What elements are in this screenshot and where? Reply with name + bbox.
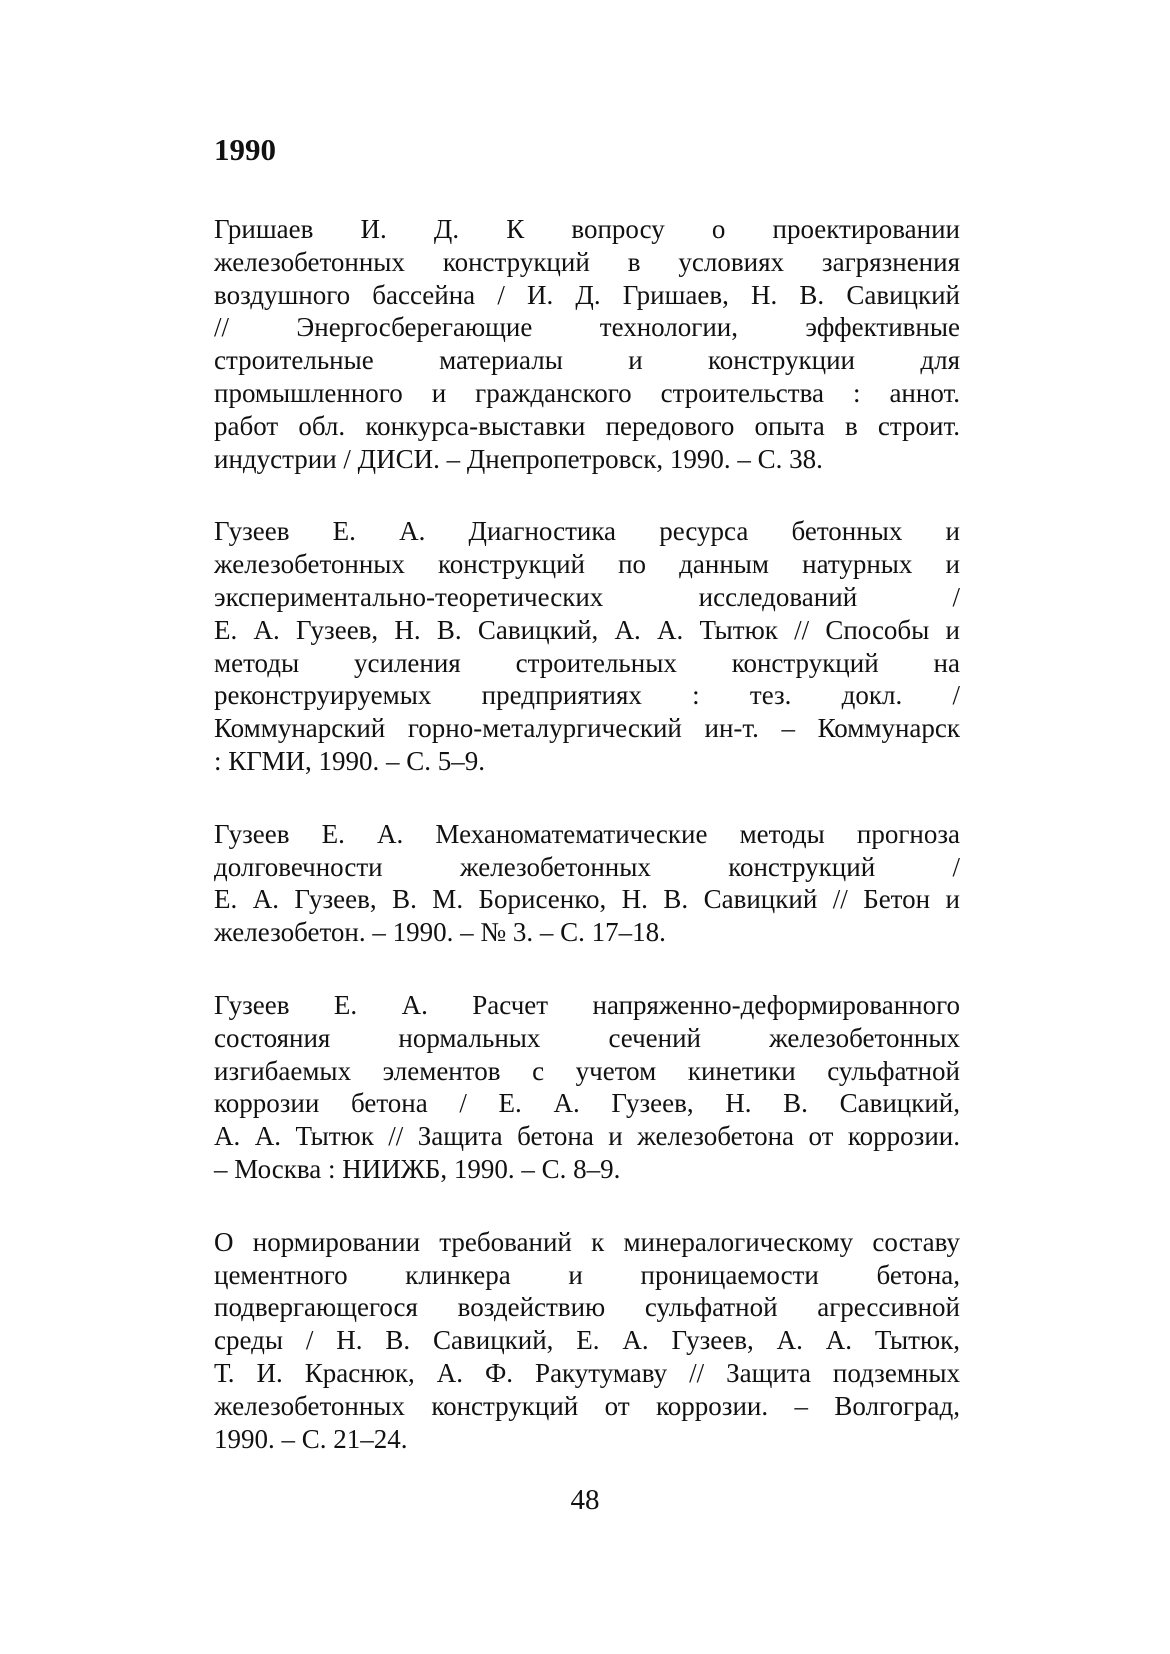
bibliography-entry bbox=[214, 515, 960, 777]
entry-line: воздушного бассейна / И. Д. Гришаев, Н. В. Савицкий bbox=[214, 279, 960, 310]
entry-line: – Москва : НИИЖБ, 1990. – С. 8–9. bbox=[214, 1153, 621, 1184]
year-heading: 1990 bbox=[214, 132, 276, 167]
entry-line: железобетонных конструкций по данным натурных и bbox=[214, 549, 960, 580]
entry-line: А. А. Тытюк // Защита бетона и железобетона от коррозии. bbox=[214, 1121, 960, 1152]
entry-line: экспериментально-теоретических исследований / bbox=[214, 581, 960, 612]
entry-line: // Энергосберегающие технологии, эффективные bbox=[214, 312, 960, 343]
entry-line: Гузеев Е. А. Механоматематические методы прогноза bbox=[214, 818, 960, 849]
bibliography-entry bbox=[214, 989, 960, 1186]
entry-line: : КГМИ, 1990. – С. 5–9. bbox=[214, 745, 486, 776]
entry-line: коррозии бетона / Е. А. Гузеев, Н. В. Савицкий, bbox=[214, 1088, 960, 1119]
entry-line: железобетон. – 1990. – № 3. – С. 17–18. bbox=[214, 917, 666, 948]
entry-line: Гришаев И. Д. К вопросу о проектировании bbox=[214, 214, 960, 244]
entry-line: О нормировании требований к минералогическому составу bbox=[214, 1226, 960, 1257]
entry-line: среды / Н. В. Савицкий, Е. А. Гузеев, А. А. Тытюк, bbox=[214, 1325, 960, 1356]
entry-line: Т. И. Краснюк, А. Ф. Ракутумаву // Защита подземных bbox=[214, 1357, 960, 1388]
entry-line: строительные материалы и конструкции для bbox=[214, 345, 960, 376]
entry-line: Е. А. Гузеев, В. М. Борисенко, Н. В. Савицкий // Бетон и bbox=[214, 884, 960, 915]
entry-line: изгибаемых элементов с учетом кинетики сульфатной bbox=[214, 1055, 960, 1086]
entry-line: промышленного и гражданского строительства : аннот. bbox=[214, 377, 960, 408]
entry-line: Гузеев Е. А. Диагностика ресурса бетонных и bbox=[214, 516, 960, 547]
entry-line: состояния нормальных сечений железобетонных bbox=[214, 1022, 960, 1053]
entry-line: железобетонных конструкций от коррозии. – Волгоград, bbox=[214, 1390, 960, 1421]
entry-line: подвергающегося воздействию сульфатной агрессивной bbox=[214, 1292, 960, 1323]
entry-line: Е. А. Гузеев, Н. В. Савицкий, А. А. Тытюк // Способы и bbox=[214, 614, 960, 645]
bibliography-entry bbox=[214, 818, 960, 949]
bibliography-list bbox=[214, 213, 960, 1495]
entry-line: методы усиления строительных конструкций на bbox=[214, 647, 960, 678]
bibliography-entry bbox=[214, 1226, 960, 1456]
entry-line: работ обл. конкурса-выставки передового опыта в строит. bbox=[214, 410, 960, 441]
bibliography-entry bbox=[214, 213, 960, 475]
entry-line: реконструируемых предприятиях : тез. докл. / bbox=[214, 680, 960, 711]
entry-line: 1990. – С. 21–24. bbox=[214, 1423, 408, 1454]
entry-line: цементного клинкера и проницаемости бетона, bbox=[214, 1259, 960, 1290]
page-number: 48 bbox=[570, 1484, 600, 1516]
entry-line: индустрии / ДИСИ. – Днепропетровск, 1990. – С. 38. bbox=[214, 443, 823, 474]
entry-line: Гузеев Е. А. Расчет напряженно-деформированного bbox=[214, 989, 960, 1020]
entry-line: железобетонных конструкций в условиях загрязнения bbox=[214, 246, 960, 277]
entry-line: долговечности железобетонных конструкций / bbox=[214, 851, 960, 882]
entry-line: Коммунарский горно-металургический ин-т. – Коммунарск bbox=[214, 713, 960, 744]
